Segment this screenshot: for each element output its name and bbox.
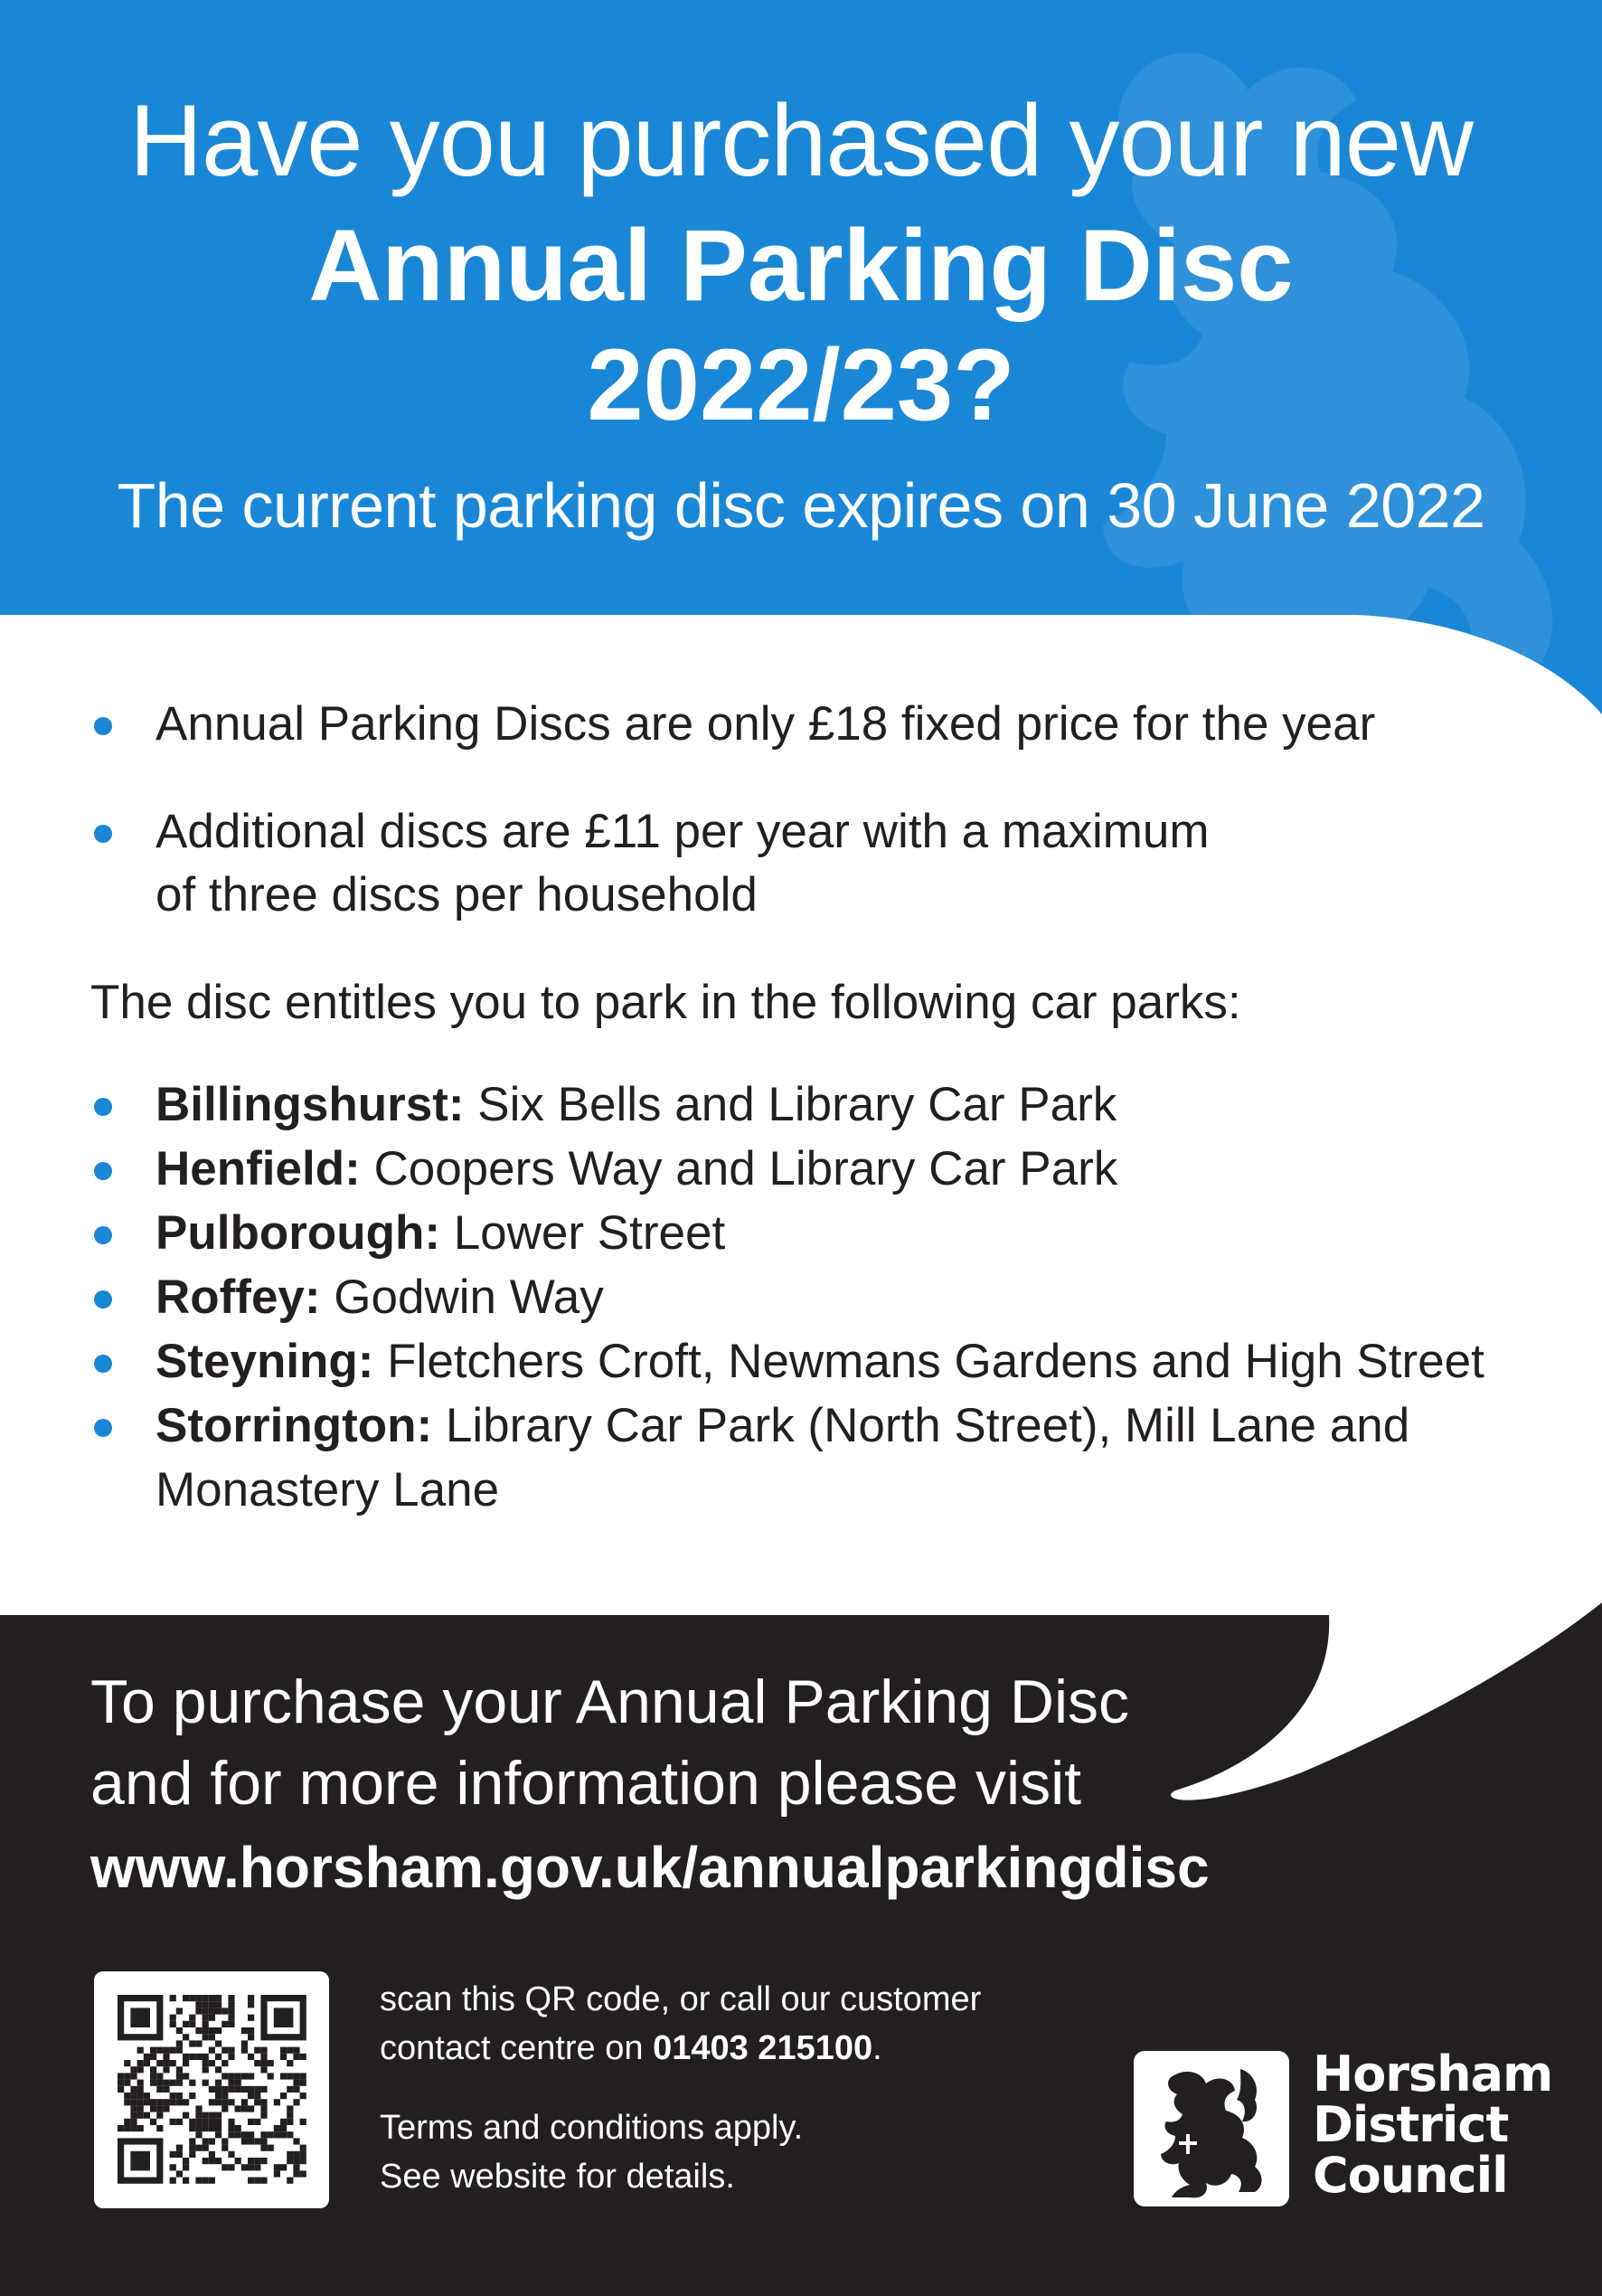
car-park-item	[155, 1072, 1117, 1138]
headline-line-1: Have you purchased your new	[129, 84, 1473, 197]
town-name: Roffey:	[155, 1271, 321, 1324]
town-name: Steyning:	[155, 1335, 374, 1388]
town-name: Henfield:	[155, 1142, 361, 1195]
website-link[interactable]: www.horsham.gov.uk/annualparkingdisc	[90, 1835, 1210, 1900]
phone-number[interactable]: 01403 215100	[653, 2029, 873, 2067]
car-park-names: Coopers Way and Library Car Park	[360, 1142, 1118, 1195]
car-park-names: Fletchers Croft, Newmans Gardens and High Street	[373, 1335, 1484, 1388]
car-park-item	[155, 1201, 725, 1266]
contact-line-2	[380, 2024, 882, 2073]
car-park-item	[155, 1265, 604, 1330]
lion-rampant-icon	[1134, 2051, 1289, 2206]
bullet-dot	[94, 1290, 112, 1309]
car-park-item	[155, 1137, 1117, 1202]
terms-line-2: See website for details.	[380, 2158, 735, 2196]
town-name: Storrington:	[155, 1399, 433, 1452]
council-name-line-3: Council	[1313, 2147, 1508, 2204]
car-park-names: Library Car Park (North Street), Mill Lane and	[432, 1399, 1410, 1452]
price-bullet-2-line-1: Additional discs are £11 per year with a maximum	[155, 805, 1210, 858]
bullet-dot	[94, 1098, 112, 1116]
cta-line-2: and for more information please visit	[90, 1749, 1082, 1818]
terms-line-1: Terms and conditions apply.	[380, 2109, 804, 2147]
entitles-intro: The disc entitles you to park in the following car parks:	[90, 976, 1241, 1029]
council-name	[1313, 2046, 1553, 2204]
town-name: Pulborough:	[155, 1206, 440, 1260]
bullet-dot	[94, 1226, 112, 1244]
headline-title: Annual Parking Disc	[308, 209, 1294, 322]
price-bullet-1: Annual Parking Discs are only £18 fixed price for the year	[155, 697, 1376, 751]
cta-line-1: To purchase your Annual Parking Disc	[90, 1668, 1130, 1736]
town-name: Billingshurst:	[155, 1078, 465, 1131]
bullet-dot	[94, 1355, 112, 1373]
car-park-names: Godwin Way	[320, 1271, 604, 1324]
car-park-names: Lower Street	[439, 1206, 726, 1260]
contact-prefix: contact centre on	[380, 2029, 654, 2067]
qr-code[interactable]	[94, 1971, 329, 2208]
car-park-item	[155, 1329, 1484, 1394]
expiry-notice: The current parking disc expires on 30 June 2022	[117, 470, 1485, 541]
council-name-line-2: District	[1313, 2096, 1509, 2153]
contact-suffix: .	[872, 2029, 882, 2067]
bullet-dot	[94, 825, 112, 843]
bullet-dot	[94, 1162, 112, 1180]
bullet-dot	[94, 1419, 112, 1437]
price-bullet-2-line-2: of three discs per household	[155, 868, 758, 921]
council-logo-mark	[1134, 2051, 1289, 2206]
car-park-item	[155, 1394, 1409, 1459]
qr-code-icon	[94, 1971, 329, 2208]
council-name-line-1: Horsham	[1313, 2046, 1553, 2102]
headline-year: 2022/23?	[587, 328, 1015, 441]
bullet-dot	[94, 717, 112, 735]
contact-line-1: scan this QR code, or call our customer	[380, 1980, 982, 2018]
car-park-names: Six Bells and Library Car Park	[464, 1078, 1117, 1131]
car-park-item-continued: Monastery Lane	[155, 1463, 500, 1516]
